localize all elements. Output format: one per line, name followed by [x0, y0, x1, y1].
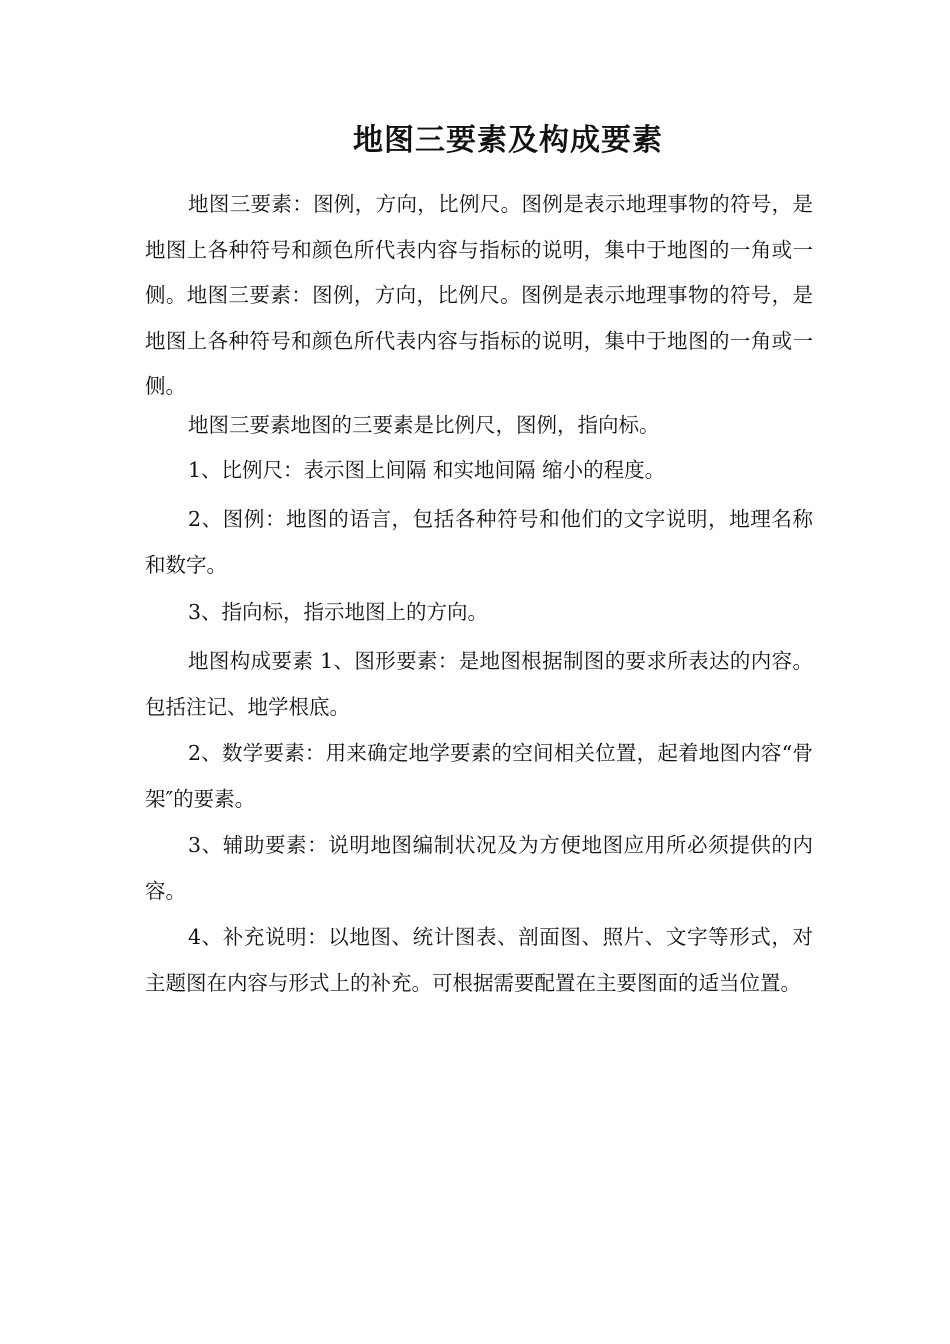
paragraph-5: 3、指向标，指示地图上的方向。: [188, 600, 489, 624]
paragraph-7: 2、数学要素：用来确定地学要素的空间相关位置，起着地图内容“骨架″的要素。: [145, 741, 813, 811]
paragraph-6: 地图构成要素 1、图形要素：是地图根据制图的要求所表达的内容。包括注记、地学根底。: [145, 649, 813, 719]
paragraph-8: 3、辅助要素：说明地图编制状况及为方便地图应用所必须提供的内容。: [145, 833, 813, 903]
paragraph-2: 地图三要素地图的三要素是比例尺，图例，指向标。: [188, 413, 660, 437]
document-title: 地图三要素及构成要素: [353, 123, 663, 158]
paragraph-1: 地图三要素：图例，方向，比例尺。图例是表示地理事物的符号，是地图上各种符号和颜色所代表内容与指标的说明，集中于地图的一角或一侧。地图三要素：图例，方向，比例尺。图例是表示地理事物的符号，是地图上各种符号和颜色所代表内容与指标的说明，集中于地图的一角或一侧。: [145, 192, 813, 398]
paragraph-9: 4、补充说明：以地图、统计图表、剖面图、照片、文字等形式，对主题图在内容与形式上的补充。可根据需要配置在主要图面的适当位置。: [145, 925, 813, 995]
paragraph-3: 1、比例尺：表示图上间隔 和实地间隔 缩小的程度。: [188, 458, 666, 482]
paragraph-4: 2、图例：地图的语言，包括各种符号和他们的文字说明，地理名称和数字。: [145, 507, 813, 577]
